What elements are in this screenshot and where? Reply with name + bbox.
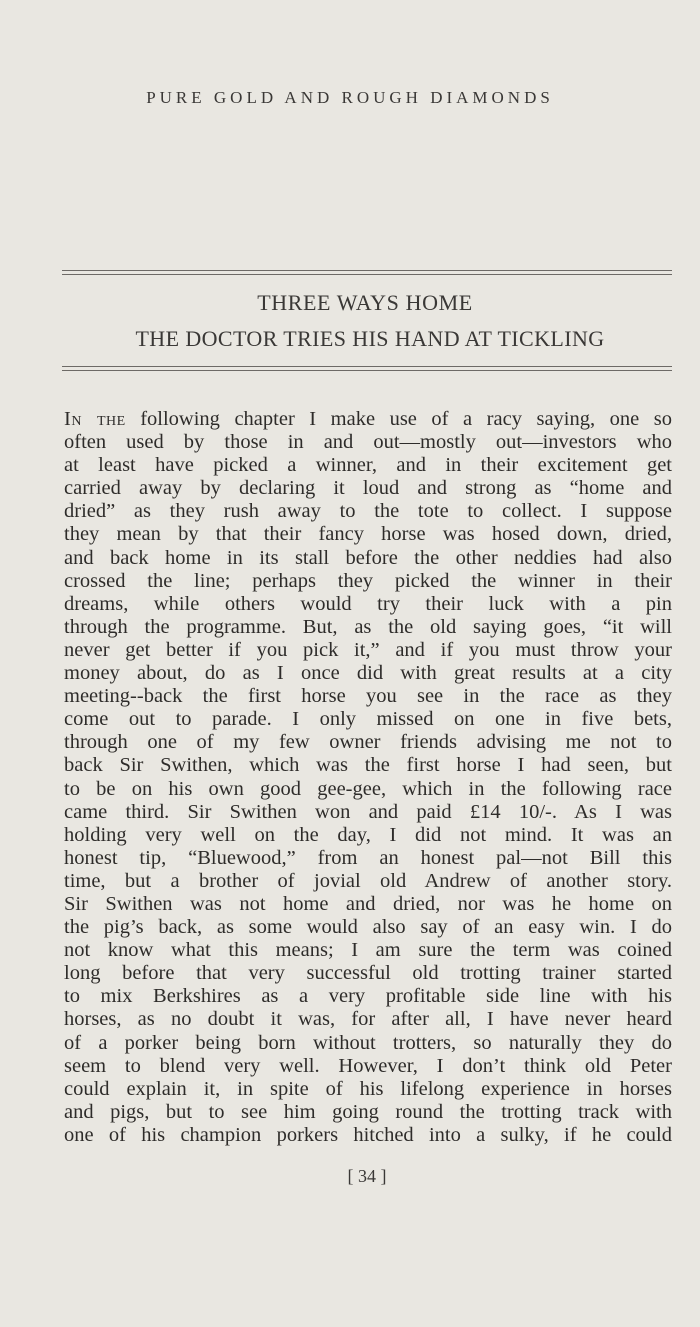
- text-line: of a porker being born without trotters, so naturally they do: [64, 1031, 672, 1054]
- text-line: crossed the line; perhaps they picked the winner in their: [64, 569, 672, 592]
- bottom-double-rule: [62, 366, 672, 371]
- running-head: PURE GOLD AND ROUGH DIAMONDS: [146, 88, 554, 107]
- text-line: the pig’s back, as some would also say of an easy win. I do: [64, 916, 672, 939]
- text-line: seem to blend very well. However, I don’t think old Peter: [64, 1054, 672, 1077]
- text-line: money about, do as I once did with great results at a city: [64, 662, 672, 685]
- text-line: Sir Swithen was not home and dried, nor was he home on: [64, 892, 672, 915]
- text-line: could explain it, in spite of his lifelong experience in horses: [64, 1077, 672, 1100]
- text-line: through one of my few owner friends advising me not to: [64, 731, 672, 754]
- text-line: dried” as they rush away to the tote to collect. I suppose: [64, 500, 672, 523]
- text-line: long before that very successful old trotting trainer started: [64, 962, 672, 985]
- text-line: horses, as no doubt it was, for after all, I have never heard: [64, 1008, 672, 1031]
- text-line: honest tip, “Bluewood,” from an honest pal—not Bill this: [64, 846, 672, 869]
- chapter-subtitle: THE DOCTOR TRIES HIS HAND AT TICKLING: [135, 326, 605, 351]
- text-line: holding very well on the day, I did not mind. It was an: [64, 823, 672, 846]
- text-line: they mean by that their fancy horse was hosed down, dried,: [64, 523, 672, 546]
- text-line: dreams, while others would try their luck with a pin: [64, 592, 672, 615]
- text-line: often used by those in and out—mostly out—investors who: [64, 431, 672, 454]
- top-double-rule: [62, 270, 672, 275]
- text-line: to be on his own good gee-gee, which in the following race: [64, 777, 672, 800]
- text-line: not know what this means; I am sure the term was coined: [64, 939, 672, 962]
- body-text: [64, 408, 672, 1147]
- chapter-title: THREE WAYS HOME: [257, 290, 473, 315]
- text-line: back Sir Swithen, which was the first horse I had seen, but: [64, 754, 672, 777]
- text-line: carried away by declaring it loud and strong as “home and: [64, 477, 672, 500]
- text-line: one of his champion porkers hitched into a sulky, if he could: [64, 1123, 672, 1146]
- text-line: through the programme. But, as the old saying goes, “it will: [64, 615, 672, 638]
- text-line: time, but a brother of jovial old Andrew of another story.: [64, 869, 672, 892]
- text-line: and pigs, but to see him going round the trotting track with: [64, 1100, 672, 1123]
- page-number: [ 34 ]: [347, 1166, 387, 1186]
- text-line: In the following chapter I make use of a racy saying, one so: [64, 408, 672, 430]
- text-line: at least have picked a winner, and in their excitement get: [64, 454, 672, 477]
- text-line: to mix Berkshires as a very profitable side line with his: [64, 985, 672, 1008]
- text-line: come out to parade. I only missed on one in five bets,: [64, 708, 672, 731]
- text-line: and back home in its stall before the other neddies had also: [64, 546, 672, 569]
- text-line: came third. Sir Swithen won and paid £14 10/-. As I was: [64, 800, 672, 823]
- opening-small-caps: In the: [64, 408, 126, 430]
- text-line: never get better if you pick it,” and if you must throw your: [64, 638, 672, 661]
- text-line: meeting--back the first horse you see in the race as they: [64, 685, 672, 708]
